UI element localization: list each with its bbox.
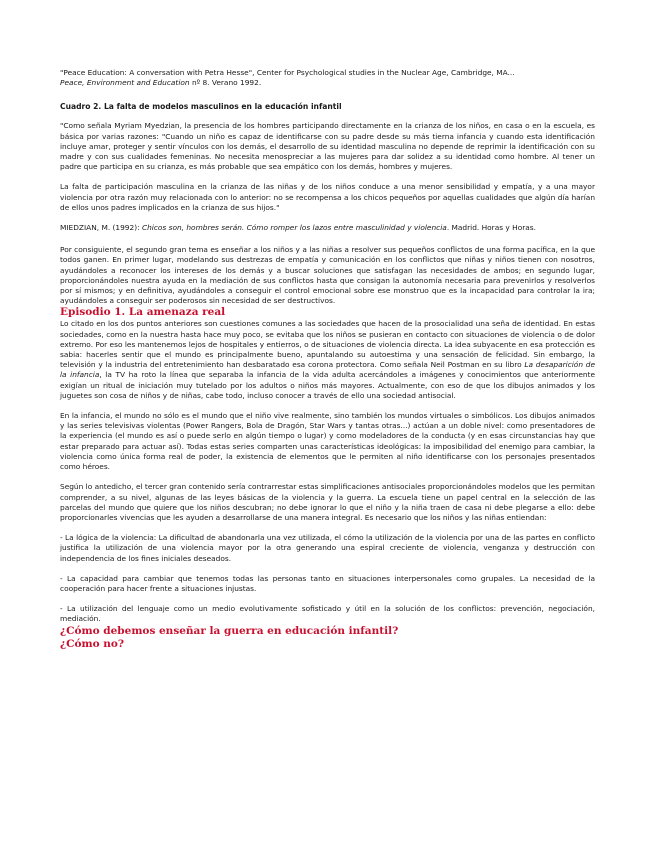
intro-paragraph: Por consiguiente, el segundo gran tema es enseñar a los niños y a las niñas a resolver sus pequeños conflictos de una forma pacífica, en la que todos ganen. En primer lugar, modelando sus destrezas de empatía y comunicación en los conflictos que niñas y niños tienen con nosotros, ayudándoles a reconocer los intereses de los demás y a buscar soluciones que satisfagan las necesidades de ambos; en segundo lugar, proporcionándoles nuestra ayuda en la mediación de sus conflictos hasta que consigan la autonomía necesaria para prevenirlos y resolverlos por sí mismos; y en definitiva, ayudándoles a conseguir el control emocional sobre ese monstruo que es la incapacidad para controlar la ira; ayudándoles a conseguir ser poderosos sin necesidad de ser destructivos. [60,245,595,306]
episode-p1-before: Lo citado en los dos puntos anteriores son cuestiones comunes a las sociedades que hacen de la prosocialidad una seña de identidad. En estas sociedades, como en la nuestra hasta hace muy poco, se evitaba que los niños se pusieran en contacto con situaciones de violencia o de dolor extremo. Por eso les mantenemos lejos de hospitales y entierros, o de situaciones de violencia directa. La idea subyacente en esa protección es sabia: hacerles sentir que el mundo es principalmente bueno, apuntalando su autoestima y una sensación de felicidad. Sin embargo, la televisión y la industria del entretenimiento han desbaratado esa corona protectora. Como señala Neil Postman en su libro [60,319,595,370]
reference-journal-title: Peace, Environment and Education [60,78,190,88]
bullet-item: - La lógica de la violencia: La dificultad de abandonarla una vez utilizada, el cómo la utilización de la violencia por una de las partes en conflicto justifica la utilización de una violencia mayor por la otra generando una espiral creciente de violencia, venganza y destrucción con independencia de los fines iniciales deseados. [60,533,595,563]
reference-issue: nº 8. Verano 1992. [189,78,262,88]
box-reference [60,223,595,233]
box-reference-author: MIEDZIAN, M. (1992): [60,223,142,233]
box-paragraph-2: La falta de participación masculina en la crianza de las niñas y de los niños conduce a una menor sensibilidad y empatía, y a una mayor violencia por otra razón muy relacionada con lo anterior: no se recompensa a los chicos pequeños por aquellas cualidades que algún día harían de ellos unos padres implicados en la crianza de sus hijos." [60,182,595,212]
episode-heading: Episodio 1. La amenaza real [60,306,226,319]
reference-line-1: "Peace Education: A conversation with Petra Hesse", Center for Psychological studies in the Nuclear Age, Cambridge, MA... [60,68,515,77]
reference-top [60,68,595,88]
episode-paragraph-1 [60,319,595,401]
question-heading-1: ¿Cómo debemos enseñar la guerra en educación infantil? [60,624,399,637]
box-paragraph-1: "Como señala Myriam Myedzian, la presencia de los hombres participando directamente en la crianza de los niños, en casa o en la escuela, es básica por varias razones: "Cuando un niño es capaz de identificarse con su padre desde su más tierna infancia y cuando esta identificación incluye amar, proteger y sentir vínculos con los demás, el desarrollo de su identidad masculina no depende de reprimir la identificación con su madre y con sus cualidades femeninas. No necesita menospreciar a las mujeres para dar solidez a su identidad como hombre. Al tener un padre que participa en su crianza, es más probable que sea empático con los demás, hombres y mujeres. [60,121,595,172]
book-title: La desaparición de la infancia [60,360,595,380]
bullet-item: - La capacidad para cambiar que tenemos todas las personas tanto en situaciones interpersonales como grupales. La necesidad de la cooperación para hacer frente a situaciones injustas. [60,573,595,593]
bullet-item: - La utilización del lenguaje como un medio evolutivamente sofisticado y útil en la solución de los conflictos: prevención, negociación, mediación. [60,604,595,624]
question-heading-2: ¿Cómo no? [60,637,125,650]
episode-paragraph-2: En la infancia, el mundo no sólo es el mundo que el niño vive realmente, sino también los mundos virtuales o simbólicos. Los dibujos animados y las series televisivas violentas (Power Rangers, Bola de Dragón, Star Wars y tantas otras...) actúan a un doble nivel: como presentadores de la experiencia (el mundo es así o puede serlo en algún tiempo o lugar) y como modeladores de la conducta (y en esas circunstancias hay que estar preparado para actuar así). Todas estas series comparten unas características ideológicas: la imposibilidad del enemigo para cambiar, la violencia como única forma real de poder, la existencia de elementos que le permiten al niño identificarse con los personajes presentados como héroes. [60,411,595,472]
box-reference-publisher: . Madrid. Horas y Horas. [446,223,537,233]
episode-p1-after: , la TV ha roto la línea que separaba la infancia de la vida adulta acercándoles a imágenes y conocimientos que anteriormente exigían un ritual de iniciación muy tutelado por los adultos o niños más mayores. Actualmente, con eso de que los dibujos animados y los juguetes son cosa de niños y de niñas, cabe todo, incluso conocer a través de ello una sociedad antisocial. [60,370,595,400]
box-title: Cuadro 2. La falta de modelos masculinos en la educación infantil [60,102,342,112]
box-reference-title: Chicos son, hombres serán. Cómo romper los lazos entre masculinidad y violencia [141,223,447,233]
episode-paragraph-3: Según lo antedicho, el tercer gran contenido sería contrarrestar estas simplificaciones antisociales proporcionándoles modelos que les permitan comprender, a su nivel, algunas de las leyes básicas de la violencia y la guerra. La escuela tiene un papel central en la selección de las parcelas del mundo que quiere que los niños descubran; no debe ignorar lo que el niño y la niña traen de casa ni debe plegarse a ello: debe proporcionarles vivencias que les ayuden a desarrollarse de una manera integral. Es necesario que los niños y las niñas entiendan: [60,482,595,522]
